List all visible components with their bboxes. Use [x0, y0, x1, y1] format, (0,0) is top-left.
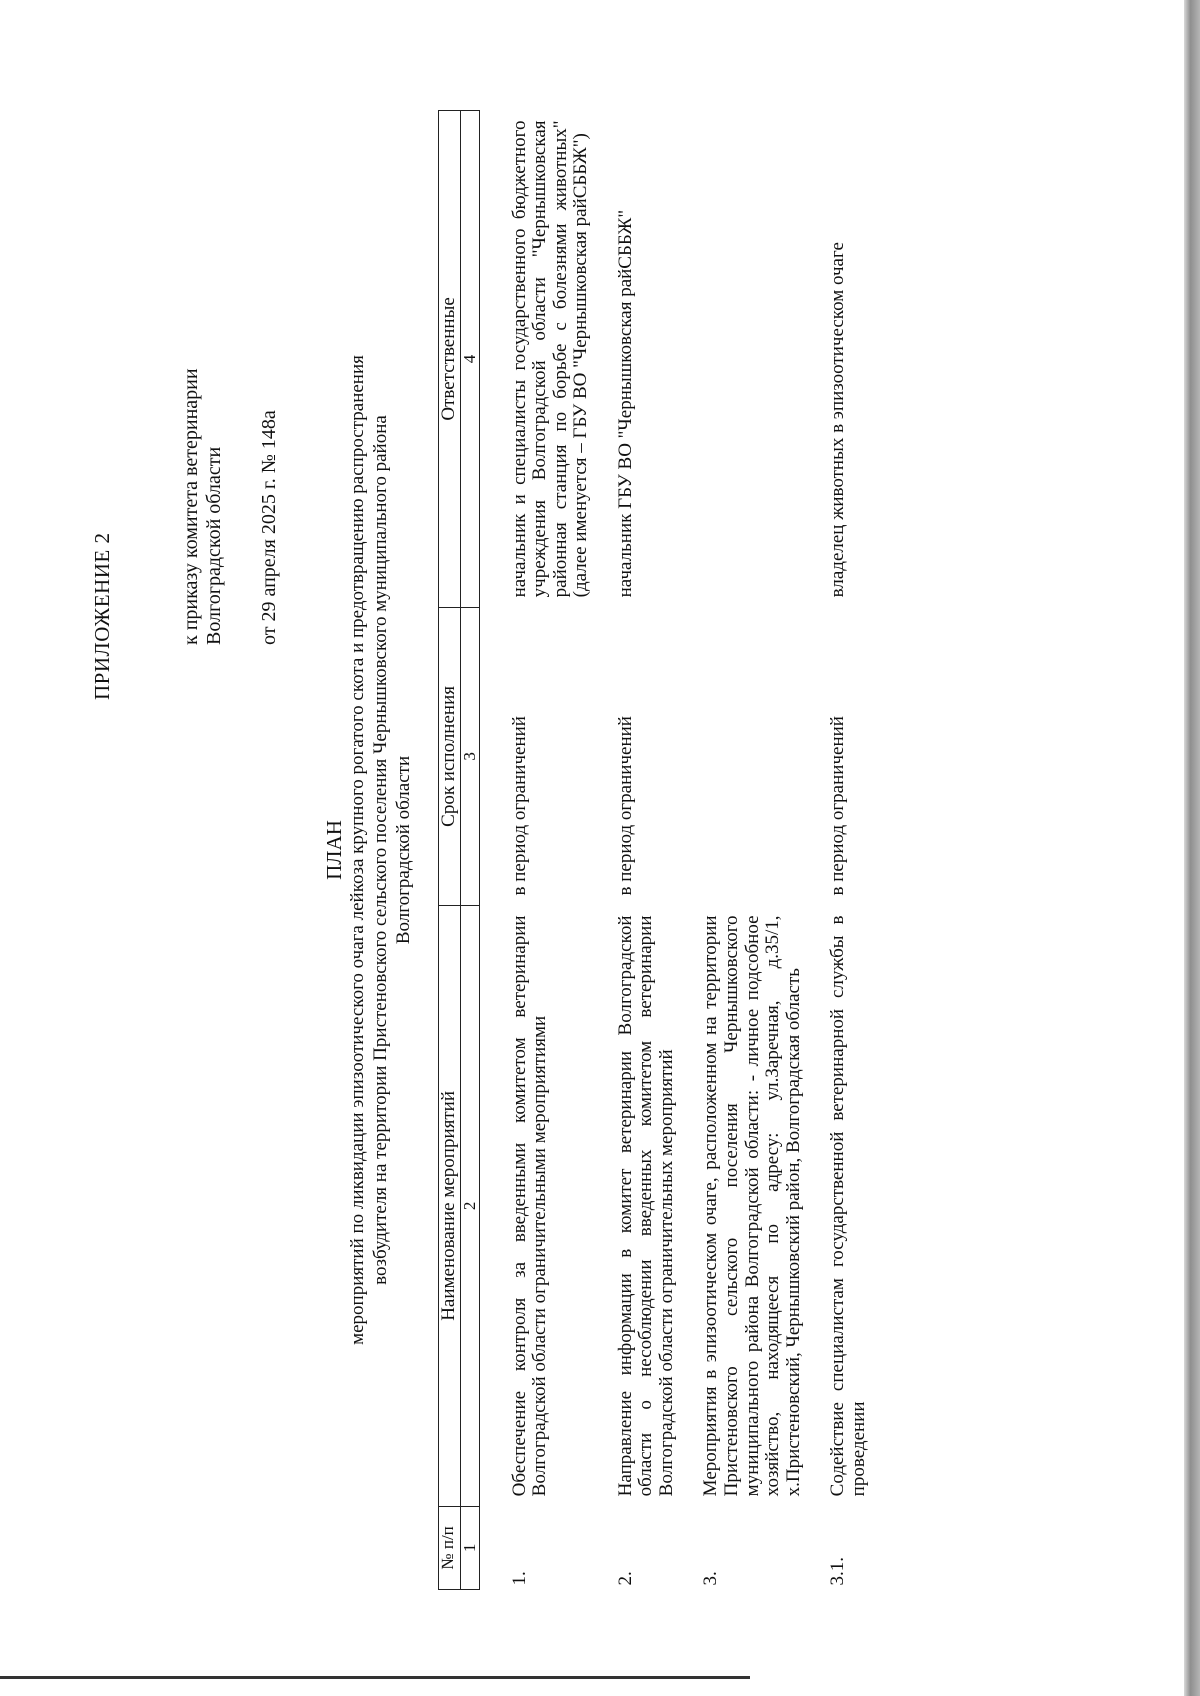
row-responsible: начальник ГБУ ВО "Чернышковская райСББЖ" [614, 209, 636, 598]
column-number: 3 [460, 607, 479, 905]
table-row [695, 111, 822, 1590]
column-number: 1 [460, 1506, 479, 1589]
column-number: 4 [460, 111, 479, 608]
table-row [504, 111, 610, 1590]
table-row [610, 111, 696, 1590]
plan-subtitle-line-1: мероприятий по ликвидации эпизоотического очага лейкоза крупного рогатого скота и предотвращению распространения [347, 355, 368, 1345]
row-responsible: начальник и специалисты государственного бюджетного учреждения Волгоградской области "Чернышковская районная станция по борьбе с болезнями животных" (далее именуется – ГБУ ВО "Чернышковская райСББЖ") [508, 120, 592, 598]
row-number: 2. [614, 1571, 636, 1586]
appendix-date: от 29 апреля 2025 г. № 148а [258, 410, 280, 645]
plan-table [438, 110, 887, 1590]
plan-subtitle-line-2: возбудителя на территории Пристеновского сельского поселения Чернышковского муниципального района [370, 415, 391, 1285]
row-term [695, 607, 822, 905]
scan-edge-bottom [0, 1676, 750, 1679]
appendix-order-line: к приказу комитета ветеринарии [180, 368, 202, 645]
appendix-title: ПРИЛОЖЕНИЕ 2 [90, 532, 114, 700]
appendix-region-line: Волгоградской области [203, 446, 225, 645]
document-page [40, 40, 1170, 1660]
table-header-row [439, 111, 461, 1590]
row-measure: Обеспечение контроля за введенными комитетом ветеринарии Волгоградской области ограничительными мероприятиями [508, 915, 551, 1497]
plan-subtitle-line-3: Волгоградской области [393, 755, 414, 945]
row-responsible: владелец животных в эпизоотическом очаге [827, 242, 849, 598]
row-number: 1. [508, 1571, 530, 1586]
row-responsible [695, 111, 822, 608]
row-number: 3.1. [827, 1557, 849, 1586]
column-number: 2 [460, 905, 479, 1506]
table-column-numbers-row [460, 111, 479, 1590]
scan-edge-right [1184, 0, 1200, 1696]
row-measure: Содействие специалистам государственной ветеринарной службы в проведении [827, 915, 869, 1497]
header-measures: Наименование мероприятий [439, 905, 461, 1506]
row-measure: Мероприятия в эпизоотическом очаге, расположенном на территории Пристеновского сельского поселения Чернышковского муниципального района Волгоградской области: - личное подсобное хозяйство, находящееся по адресу: ул.Заречная, д.35/1, х.Пристеновский, Чернышковский район, Волгоградская область [700, 915, 804, 1497]
row-term: в период ограничений [614, 716, 636, 896]
header-number: № п/п [439, 1506, 461, 1589]
row-term: в период ограничений [508, 716, 530, 896]
header-term: Срок исполнения [439, 607, 461, 905]
row-term: в период ограничений [827, 716, 849, 896]
row-number: 3. [700, 1571, 722, 1586]
plan-title: ПЛАН [322, 820, 346, 880]
row-measure: Направление информации в комитет ветеринарии Волгоградской области о несоблюдении введенных комитетом ветеринарии Волгоградской области ограничительных мероприятий [614, 915, 677, 1497]
header-responsible: Ответственные [439, 111, 461, 608]
table-row [822, 111, 887, 1590]
